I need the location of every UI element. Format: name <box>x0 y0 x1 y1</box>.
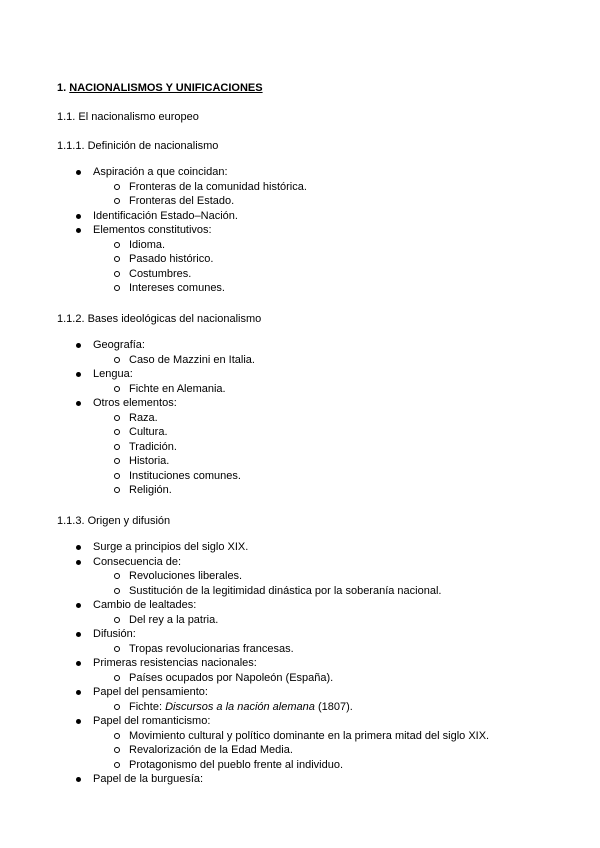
list-item <box>93 772 600 787</box>
list-item-text: Primeras resistencias nacionales: <box>93 657 257 669</box>
bullet-list <box>57 165 600 296</box>
list-item-text: Surge a principios del siglo XIX. <box>93 541 249 553</box>
sub-list-item-text: Caso de Mazzini en Italia. <box>129 353 255 366</box>
list-item <box>93 627 600 656</box>
sub-list <box>93 180 600 209</box>
sub-list <box>93 382 600 397</box>
list-item-text: Papel de la burguesía: <box>93 773 204 785</box>
citation-title: Discursos a la nación alemana <box>165 700 315 713</box>
sub-list-item <box>129 238 600 253</box>
bullet-circle-icon <box>114 198 120 204</box>
bullet-circle-icon <box>114 271 120 277</box>
list-item-text: Papel del pensamiento: <box>93 686 208 698</box>
list-item <box>93 396 600 498</box>
list-item-text: Geografía: <box>93 339 145 351</box>
sub-list-item-text: Intereses comunes. <box>129 282 225 294</box>
bullet-circle-icon <box>114 573 120 579</box>
sub-list <box>93 642 600 657</box>
sub-list-item-text: Tradición. <box>129 440 177 453</box>
list-item-text: Elementos constitutivos: <box>93 224 212 236</box>
list-item <box>93 367 600 396</box>
bullet-circle-icon <box>114 415 120 421</box>
sub-list-item-text: Idioma. <box>129 238 166 251</box>
bullet-circle-icon <box>114 473 120 479</box>
bullet-disc-icon <box>76 632 81 637</box>
list-1-1-1 <box>0 165 600 296</box>
sub-list-item <box>129 584 600 599</box>
list-item-text: Difusión: <box>93 628 136 640</box>
bullet-circle-icon <box>114 762 120 768</box>
sub-list-item-text: Países ocupados por Napoleón (España). <box>129 671 334 684</box>
page-title <box>57 81 263 96</box>
fichte-citation <box>129 701 353 713</box>
bullet-circle-icon <box>114 285 120 291</box>
sub-list-item <box>129 440 600 455</box>
sub-list-item-text: Fronteras de la comunidad histórica. <box>129 180 307 193</box>
sub-list-item-text: Protagonismo del pueblo frente al individuo. <box>129 758 344 771</box>
bullet-circle-icon <box>114 386 120 392</box>
sub-list-item-text: Tropas revolucionarias francesas. <box>129 642 294 655</box>
sub-list-item <box>129 425 600 440</box>
bullet-circle-icon <box>114 646 120 652</box>
title-number: 1. <box>57 82 67 94</box>
list-item-text: Identificación Estado–Nación. <box>93 209 238 222</box>
bullet-disc-icon <box>76 560 81 565</box>
list-item <box>93 209 600 224</box>
sub-list-item-text: Revalorización de la Edad Media. <box>129 744 293 756</box>
bullet-circle-icon <box>114 733 120 739</box>
list-item <box>93 338 600 367</box>
sub-list <box>93 569 600 598</box>
bullet-circle-icon <box>114 184 120 190</box>
sub-list-item <box>129 569 600 584</box>
sub-list-item-text: Costumbres. <box>129 267 192 280</box>
sub-list-item-text: Historia. <box>129 455 170 467</box>
bullet-disc-icon <box>76 401 81 406</box>
list-item-text: Aspiración a que coincidan: <box>93 166 228 178</box>
sub-list <box>93 729 600 773</box>
sub-list-item-text: Pasado histórico. <box>129 253 214 265</box>
sub-list-item <box>129 758 600 773</box>
sub-list-item <box>129 743 600 758</box>
sub-list-item <box>129 613 600 628</box>
bullet-circle-icon <box>114 487 120 493</box>
sub-list-item <box>129 180 600 195</box>
sub-list-item-text: Religión. <box>129 484 172 496</box>
bullet-circle-icon <box>114 747 120 753</box>
sub-list-item-text: Sustitución de la legitimidad dinástica por la soberanía nacional. <box>129 584 442 597</box>
list-item-text: Otros elementos: <box>93 397 177 409</box>
bullet-circle-icon <box>114 429 120 435</box>
sub-list-item-text: Del rey a la patria. <box>129 613 219 626</box>
list-item-text: Consecuencia de: <box>93 555 182 568</box>
sub-list-item-text: Instituciones comunes. <box>129 469 241 482</box>
sub-list-item <box>129 729 600 744</box>
sub-list-item <box>129 642 600 657</box>
bullet-disc-icon <box>76 545 81 550</box>
bullet-circle-icon <box>114 588 120 594</box>
title-text: NACIONALISMOS Y UNIFICACIONES <box>69 82 263 94</box>
sub-list-item <box>129 252 600 267</box>
sub-list-item <box>129 469 600 484</box>
sub-list-item <box>129 454 600 469</box>
sub-list-item <box>129 671 600 686</box>
list-item <box>93 223 600 296</box>
list-item <box>93 598 600 627</box>
list-item <box>93 555 600 599</box>
list-item <box>93 685 600 714</box>
sub-list-item <box>129 382 600 397</box>
bullet-disc-icon <box>76 603 81 608</box>
sub-list-item <box>129 353 600 368</box>
sub-list-item-text: Revoluciones liberales. <box>129 570 243 582</box>
bullet-disc-icon <box>76 661 81 666</box>
bullet-disc-icon <box>76 690 81 695</box>
sub-list <box>93 613 600 628</box>
bullet-circle-icon <box>114 617 120 623</box>
bullet-circle-icon <box>114 458 120 464</box>
list-item-text: Cambio de lealtades: <box>93 599 197 611</box>
bullet-disc-icon <box>76 343 81 348</box>
bullet-disc-icon <box>76 228 81 233</box>
list-item-text: Papel del romanticismo: <box>93 715 211 727</box>
sub-list-item-text: Raza. <box>129 411 158 424</box>
sub-list-item-text: Cultura. <box>129 426 168 438</box>
sub-list <box>93 238 600 296</box>
bullet-circle-icon <box>114 444 120 450</box>
bullet-disc-icon <box>76 372 81 377</box>
citation-prefix: Fichte: <box>129 700 166 713</box>
bullet-circle-icon <box>114 675 120 681</box>
list-item <box>93 656 600 685</box>
sub-list <box>93 411 600 498</box>
bullet-disc-icon <box>76 719 81 724</box>
sub-list <box>93 671 600 686</box>
list-item <box>93 714 600 772</box>
sub-list-item <box>129 483 600 498</box>
bullet-circle-icon <box>114 704 120 710</box>
sub-list <box>93 353 600 368</box>
sub-list-item <box>129 194 600 209</box>
list-1-1-2 <box>0 338 600 498</box>
sub-list-item <box>129 700 600 715</box>
bullet-list <box>57 338 600 498</box>
list-item <box>93 165 600 209</box>
bullet-disc-icon <box>76 170 81 175</box>
bullet-circle-icon <box>114 256 120 262</box>
bullet-disc-icon <box>76 214 81 219</box>
section-heading-1-1: 1.1. El nacionalismo europeo <box>57 111 199 123</box>
list-1-1-3 <box>0 540 600 787</box>
citation-suffix: (1807). <box>314 700 353 713</box>
bullet-disc-icon <box>76 777 81 782</box>
list-item-text: Lengua: <box>93 368 133 380</box>
sub-list <box>93 700 600 715</box>
sub-list-item <box>129 411 600 426</box>
sub-list-item-text: Fichte en Alemania. <box>129 382 226 395</box>
list-item <box>93 540 600 555</box>
section-heading-1-1-3: 1.1.3. Origen y difusión <box>57 515 171 527</box>
bullet-circle-icon <box>114 357 120 363</box>
section-heading-1-1-2: 1.1.2. Bases ideológicas del nacionalismo <box>57 313 262 325</box>
bullet-list <box>57 540 600 787</box>
sub-list-item-text: Fronteras del Estado. <box>129 195 235 207</box>
sub-list-item-text: Movimiento cultural y político dominante en la primera mitad del siglo XIX. <box>129 729 490 742</box>
sub-list-item <box>129 267 600 282</box>
section-heading-1-1-1: 1.1.1. Definición de nacionalismo <box>57 140 219 152</box>
sub-list-item <box>129 281 600 296</box>
bullet-circle-icon <box>114 242 120 248</box>
